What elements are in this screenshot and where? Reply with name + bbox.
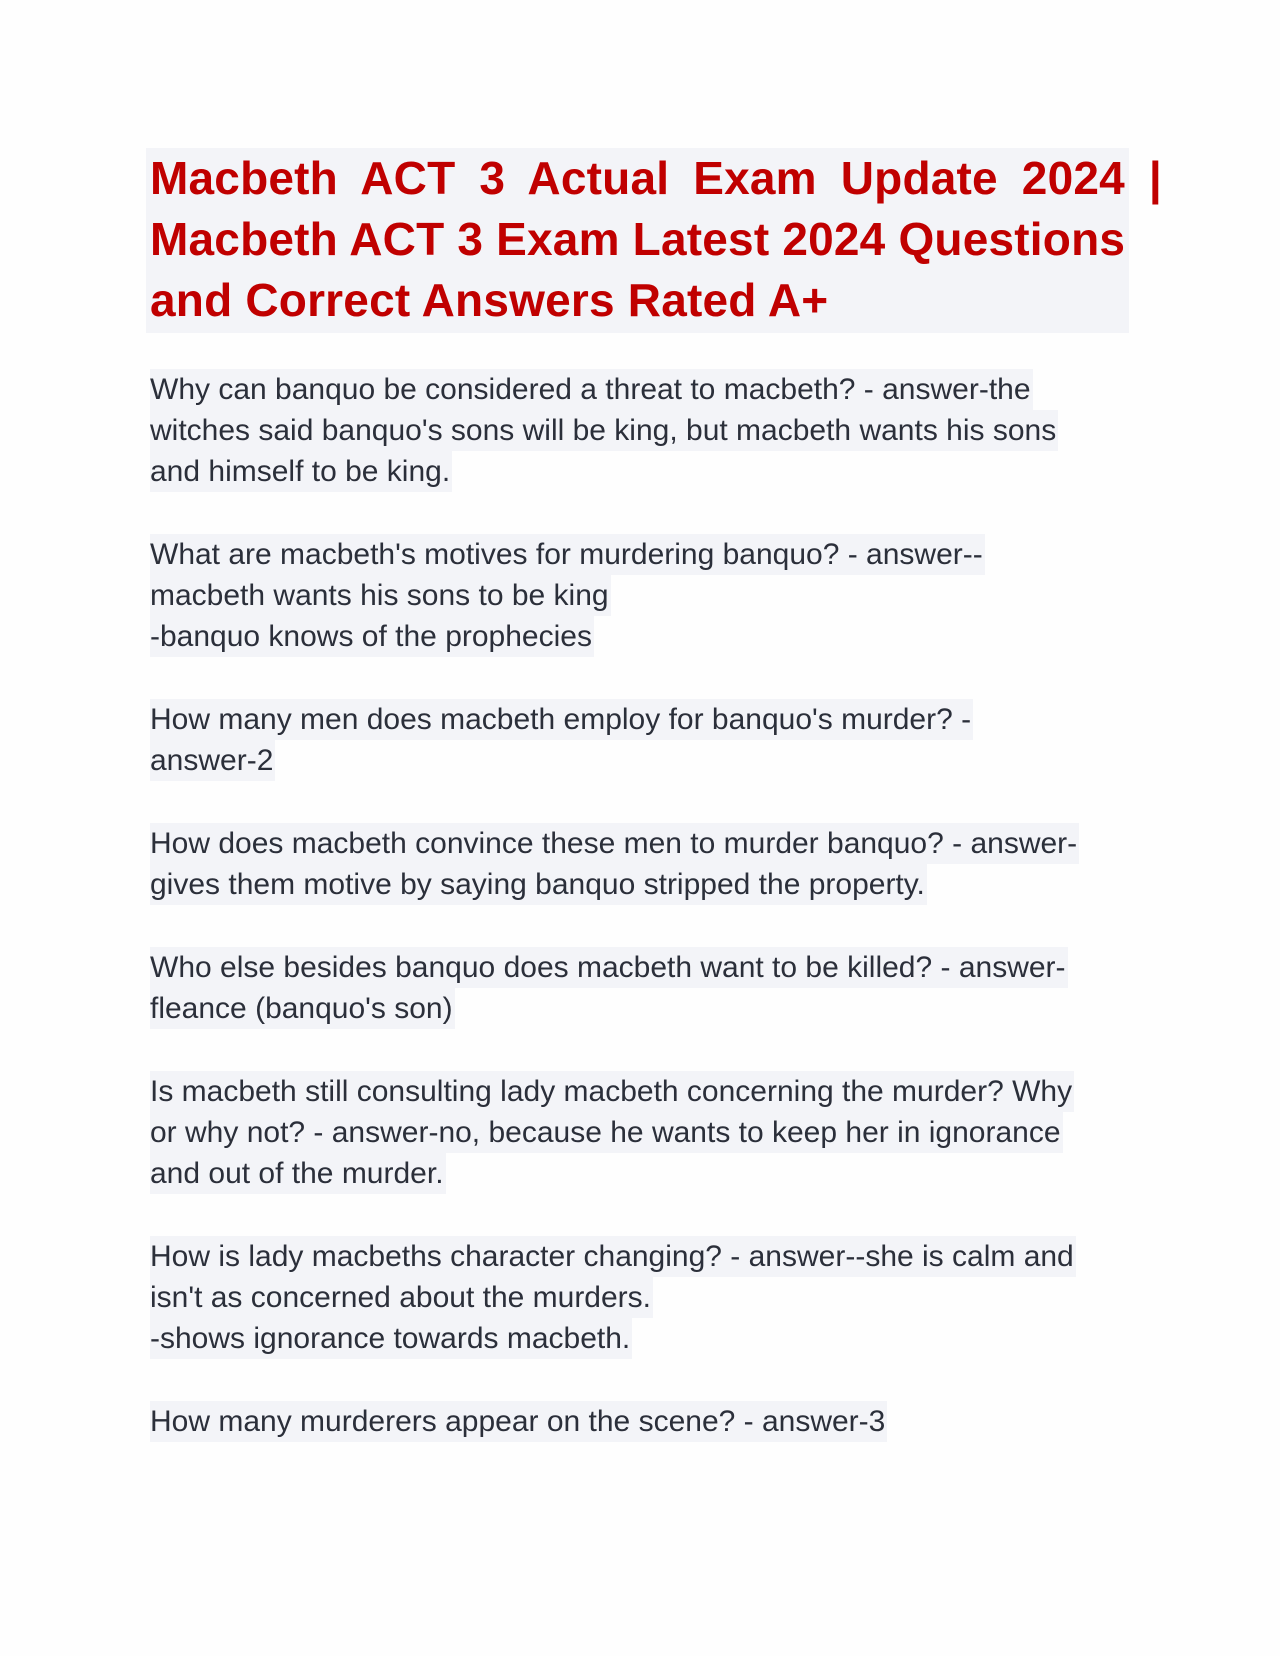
qa-line: witches said banquo's sons will be king, but macbeth wants his sons (150, 410, 1058, 451)
qa-line: isn't as concerned about the murders. (150, 1277, 653, 1318)
title-line: Macbeth ACT 3 Actual Exam Update 2024 | (150, 152, 1162, 204)
qa-line: gives them motive by saying banquo stripped the property. (150, 864, 927, 905)
qa-line: answer-2 (150, 740, 275, 781)
qa-item (150, 699, 1140, 781)
qa-line: and out of the murder. (150, 1153, 446, 1194)
qa-line: Why can banquo be considered a threat to macbeth? - answer-the (150, 369, 1033, 410)
qa-line: How many men does macbeth employ for banquo's murder? - (150, 699, 973, 740)
qa-line: What are macbeth's motives for murdering banquo? - answer-- (150, 534, 985, 575)
qa-line: or why not? - answer-no, because he wants to keep her in ignorance (150, 1112, 1063, 1153)
title-line: and Correct Answers Rated A+ (150, 274, 829, 326)
qa-line: -shows ignorance towards macbeth. (150, 1318, 632, 1359)
qa-item (150, 369, 1140, 492)
qa-item (150, 1401, 1140, 1442)
qa-item (150, 823, 1140, 905)
qa-line: Who else besides banquo does macbeth want to be killed? - answer- (150, 947, 1068, 988)
qa-item (150, 1071, 1140, 1194)
qa-line: How does macbeth convince these men to murder banquo? - answer- (150, 823, 1079, 864)
qa-line: -banquo knows of the prophecies (150, 616, 594, 657)
qa-item (150, 534, 1140, 657)
qa-line: How is lady macbeths character changing? - answer--she is calm and (150, 1236, 1076, 1277)
qa-line: fleance (banquo's son) (150, 988, 455, 1029)
qa-line: How many murderers appear on the scene? - answer-3 (150, 1401, 887, 1442)
qa-line: Is macbeth still consulting lady macbeth concerning the murder? Why (150, 1071, 1074, 1112)
qa-line: and himself to be king. (150, 451, 452, 492)
document-title (146, 148, 1162, 333)
qa-line: macbeth wants his sons to be king (150, 575, 611, 616)
qa-item (150, 1236, 1140, 1359)
qa-item (150, 947, 1140, 1029)
title-line: Macbeth ACT 3 Exam Latest 2024 Questions (150, 213, 1126, 265)
